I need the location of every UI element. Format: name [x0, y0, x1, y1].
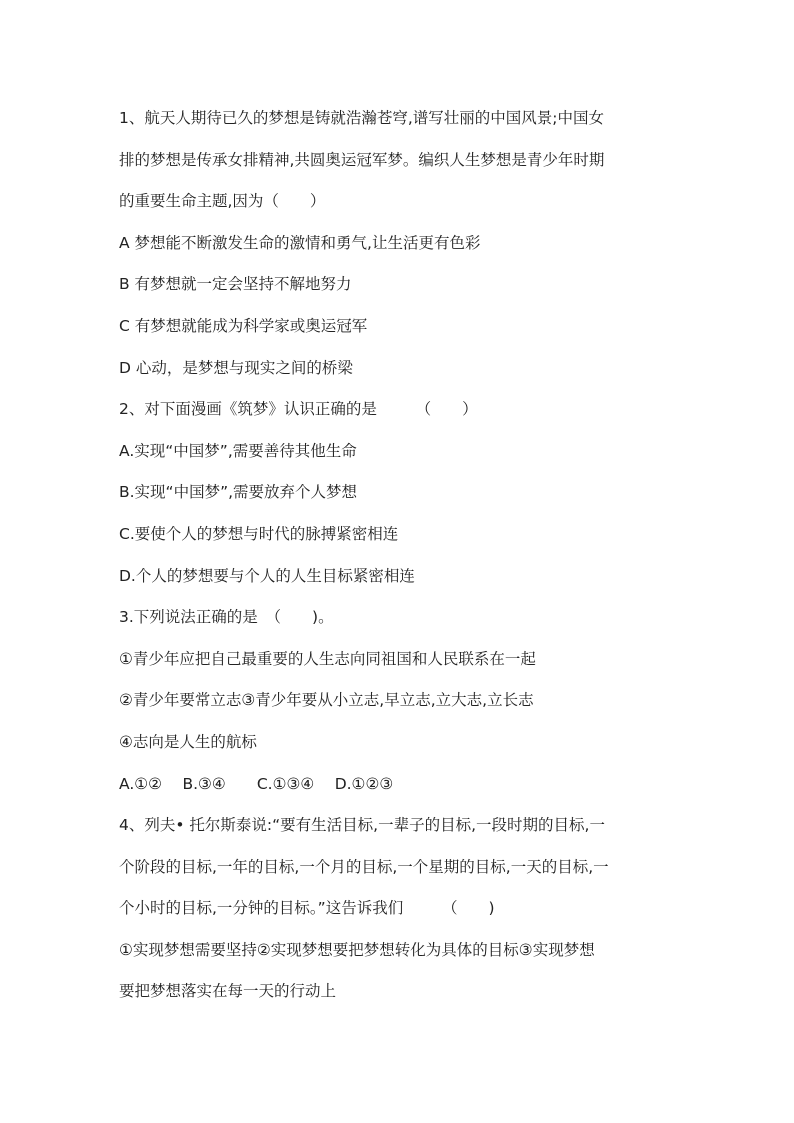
q2-option-c: C.要使个人的梦想与时代的脉搏紧密相连 [119, 524, 399, 543]
q4-statements-line-2: 要把梦想落实在每一天的行动上 [119, 982, 337, 1001]
q1-stem-line-1: 1、航天人期待已久的梦想是铸就浩瀚苍穹,谱写壮丽的中国风景;中国女 [119, 109, 605, 127]
q3-statement-2-3: ②青少年要常立志③青少年要从小立志,早立志,立大志,立长志 [119, 691, 534, 710]
q4-statements-line-1: ①实现梦想需要坚持②实现梦想要把梦想转化为具体的目标③实现梦想 [119, 940, 595, 959]
document-content [119, 103, 679, 1018]
q4-stem-line-2: 个阶段的目标,一年的目标,一个月的目标,一个星期的目标,一天的目标,一 [119, 857, 609, 876]
q2-stem: 2、对下面漫画《筑梦》认识正确的是 （ ） [119, 400, 478, 419]
q3-statement-4: ④志向是人生的航标 [119, 732, 257, 751]
q3-options: A.①② B.③④ C.①③④ D.①②③ [119, 774, 394, 793]
q1-option-b: B 有梦想就一定会坚持不解地努力 [119, 275, 352, 294]
q1-option-a: A 梦想能不断激发生命的激情和勇气,让生活更有色彩 [119, 233, 481, 252]
q4-stem-line-3: 个小时的目标,一分钟的目标。”这告诉我们 （ ) [119, 899, 495, 918]
q3-stem: 3.下列说法正确的是 （ )。 [119, 608, 334, 627]
q2-option-b: B.实现“中国梦”,需要放弃个人梦想 [119, 483, 358, 502]
q1-stem-line-3: 的重要生命主题,因为（ ） [119, 192, 326, 211]
q1-option-d: D 心动，是梦想与现实之间的桥梁 [119, 358, 353, 377]
q1-stem-line-2: 排的梦想是传承女排精神,共圆奥运冠军梦。编织人生梦想是青少年时期 [119, 150, 605, 169]
q2-option-d: D.个人的梦想要与个人的人生目标紧密相连 [119, 566, 415, 585]
q2-option-a: A.实现“中国梦”,需要善待其他生命 [119, 441, 357, 460]
q1-option-c: C 有梦想就能成为科学家或奥运冠军 [119, 316, 368, 335]
q4-stem-line-1: 4、列夫• 托尔斯泰说:“要有生活目标,一辈子的目标,一段时期的目标,一 [119, 816, 605, 835]
q3-statement-1: ①青少年应把自己最重要的人生志向同祖国和人民联系在一起 [119, 649, 536, 668]
